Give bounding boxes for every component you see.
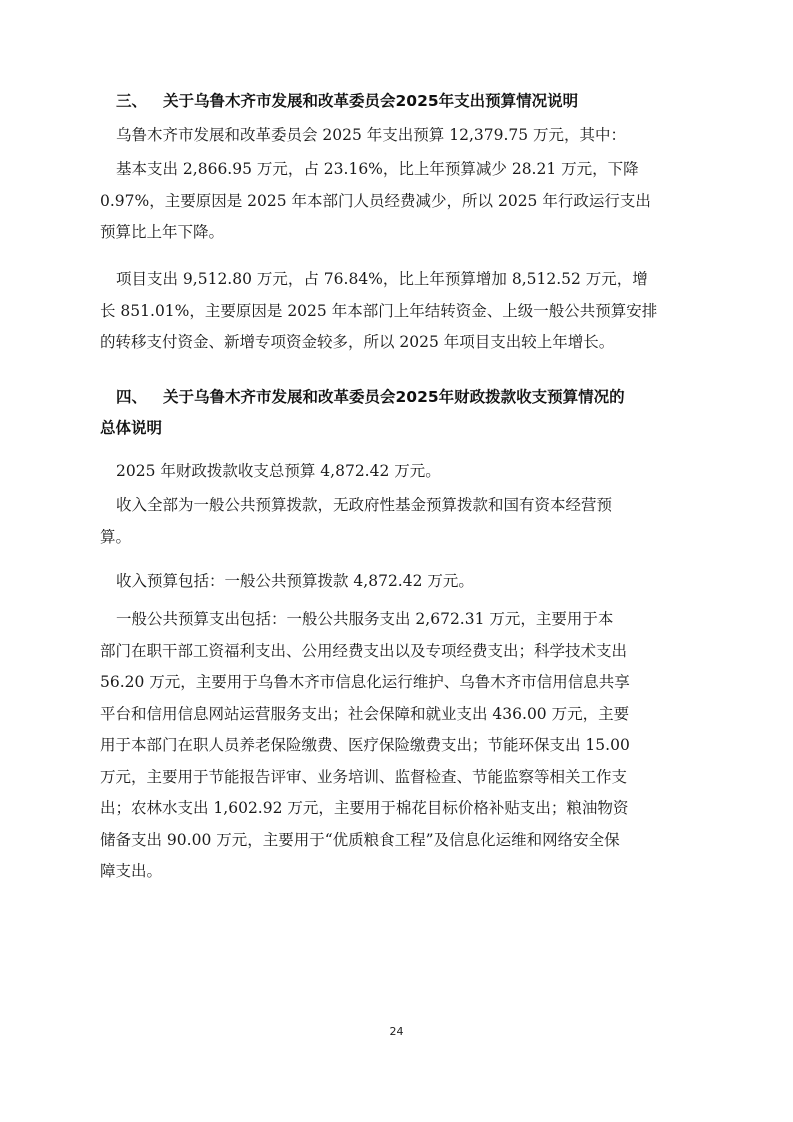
section-heading-4 [100,382,716,444]
paragraph [116,456,441,488]
section-number: 三、 [116,92,148,110]
text-line: 平台和信用信息网站运营服务支出；社会保障和就业支出 436.00 万元，主要 [100,704,630,723]
text-line: 一般公共预算支出包括：一般公共服务支出 2,672.31 万元，主要用于本 [116,610,614,628]
text-line: 出；农林水支出 1,602.92 万元，主要用于棉花目标价格补贴支出；粮油物资 [100,799,629,817]
text-line: 长 851.01%，主要原因是 2025 年本部门上年结转资金、上级一般公共预算安排 [100,301,658,320]
section-title-continued: 总体说明 [100,419,163,437]
text-line: 储备支出 90.00 万元，主要用于“优质粮食工程”及信息化运维和网络安全保 [100,830,620,849]
text-line: 预算比上年下降。 [100,223,225,241]
text-line: 56.20 万元，主要用于乌鲁木齐市信息化运行维护、乌鲁木齐市信用信息共享 [100,673,630,691]
paragraph [100,604,630,888]
text-line: 收入全部为一般公共预算拨款，无政府性基金预算拨款和国有资本经营预 [116,496,613,514]
text-line: 收入预算包括：一般公共预算拨款 4,872.42 万元。 [116,572,474,590]
section-title: 关于乌鲁木齐市发展和改革委员会2025年支出预算情况说明 [163,92,579,110]
paragraph [100,490,612,553]
text-line: 的转移支付资金、新增专项资金较多，所以 2025 年项目支出较上年增长。 [100,333,615,351]
paragraph [100,154,651,249]
text-line: 算。 [100,527,132,546]
text-line: 0.97%，主要原因是 2025 年本部门人员经费减少，所以 2025 年行政运行支出 [100,191,651,210]
text-line: 部门在职干部工资福利支出、公用经费支出以及专项经费支出；科学技术支出 [100,641,628,660]
section-heading-3 [116,86,706,117]
text-line: 用于本部门在职人员养老保险缴费、医疗保险缴费支出；节能环保支出 15.00 [100,736,630,754]
text-line: 万元，主要用于节能报告评审、业务培训、监督检查、节能监察等相关工作支 [100,767,628,786]
page-number: 24 [389,1025,404,1038]
text-line: 基本支出 2,866.95 万元，占 23.16%，比上年预算减少 28.21 万元，下降 [116,160,639,178]
text-line: 项目支出 9,512.80 万元，占 76.84%，比上年预算增加 8,512.52 万元，增 [116,270,648,288]
section-number: 四、 [116,388,148,406]
paragraph [100,264,657,359]
paragraph [116,566,474,598]
paragraph [116,120,626,152]
section-title: 关于乌鲁木齐市发展和改革委员会2025年财政拨款收支预算情况的 [163,388,625,406]
text-line: 障支出。 [100,862,163,880]
text-line: 2025 年财政拨款收支总预算 4,872.42 万元。 [116,462,441,480]
text-line: 乌鲁木齐市发展和改革委员会 2025 年支出预算 12,379.75 万元，其中： [116,126,627,144]
